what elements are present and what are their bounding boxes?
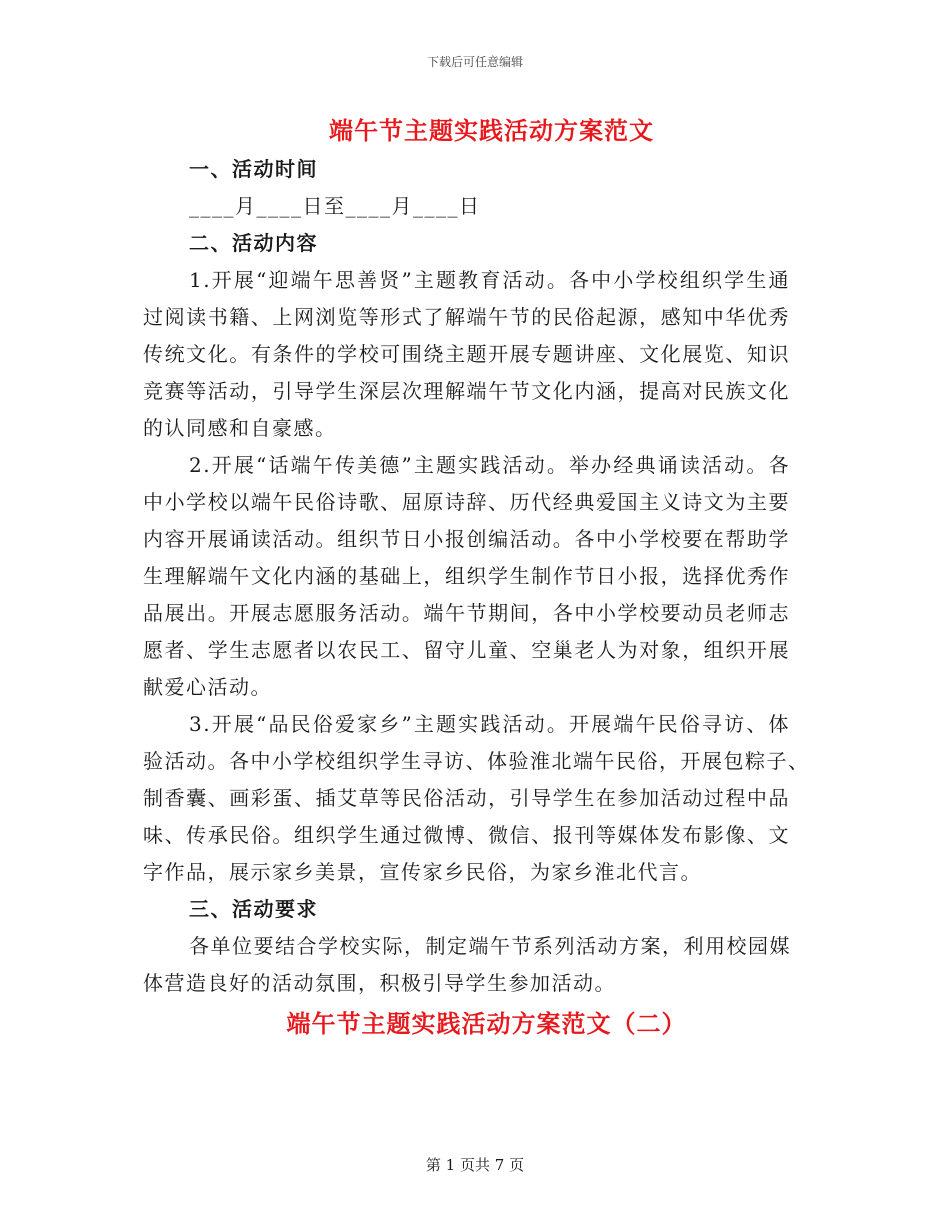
paragraph-line: 各单位要结合学校实际，制定端午节系列活动方案，利用校园媒 bbox=[189, 934, 791, 958]
paragraph-line: 2.开展“话端午传美德”主题实践活动。举办经典诵读活动。各 bbox=[189, 453, 790, 477]
paragraph-line: 传统文化。有条件的学校可围绕主题开展专题讲座、文化展览、知识 bbox=[143, 342, 790, 366]
paragraph-line: 献爱心活动。 bbox=[143, 675, 272, 699]
paragraph-line: 1.开展“迎端午思善贤”主题教育活动。各中小学校组织学生通 bbox=[189, 268, 790, 292]
paragraph-line: 愿者、学生志愿者以农民工、留守儿童、空巢老人为对象，组织开展 bbox=[143, 638, 790, 662]
paragraph-line: 3.开展“品民俗爱家乡”主题实践活动。开展端午民俗寻访、体 bbox=[189, 712, 790, 736]
document-title: 端午节主题实践活动方案范文 bbox=[329, 116, 654, 145]
page-number: 第 1 页共 7 页 bbox=[425, 1156, 525, 1174]
paragraph-line: 制香囊、画彩蛋、插艾草等民俗活动，引导学生在参加活动过程中品 bbox=[143, 786, 790, 810]
paragraph-line: 体营造良好的活动氛围，积极引导学生参加活动。 bbox=[143, 971, 616, 995]
paragraph-line: 内容开展诵读活动。组织节日小报创编活动。各中小学校要在帮助学 bbox=[143, 527, 790, 551]
paragraph-line: 验活动。各中小学校组织学生寻访、体验淮北端午民俗，开展包粽子、 bbox=[143, 749, 810, 773]
document-title-2: 端午节主题实践活动方案范文（二） bbox=[286, 1009, 687, 1038]
date-range-line: ____月____日至____月____日 bbox=[189, 194, 481, 218]
section-heading: 三、活动要求 bbox=[189, 897, 318, 921]
section-heading: 一、活动时间 bbox=[189, 157, 318, 181]
paragraph-line: 字作品，展示家乡美景，宣传家乡民俗，为家乡淮北代言。 bbox=[143, 860, 702, 884]
header-note: 下载后可任意编辑 bbox=[426, 55, 523, 69]
paragraph-line: 的认同感和自豪感。 bbox=[143, 416, 337, 440]
paragraph-line: 过阅读书籍、上网浏览等形式了解端午节的民俗起源，感知中华优秀 bbox=[143, 305, 790, 329]
section-heading: 二、活动内容 bbox=[189, 231, 318, 255]
paragraph-line: 品展出。开展志愿服务活动。端午节期间，各中小学校要动员老师志 bbox=[143, 601, 790, 625]
paragraph-line: 生理解端午文化内涵的基础上，组织学生制作节日小报，选择优秀作 bbox=[143, 564, 790, 588]
document-body bbox=[143, 110, 810, 1046]
paragraph-line: 竞赛等活动，引导学生深层次理解端午节文化内涵，提高对民族文化 bbox=[143, 379, 790, 403]
paragraph-line: 中小学校以端午民俗诗歌、屈原诗辞、历代经典爱国主义诗文为主要 bbox=[143, 490, 790, 514]
paragraph-line: 味、传承民俗。组织学生通过微博、微信、报刊等媒体发布影像、文 bbox=[143, 823, 790, 847]
